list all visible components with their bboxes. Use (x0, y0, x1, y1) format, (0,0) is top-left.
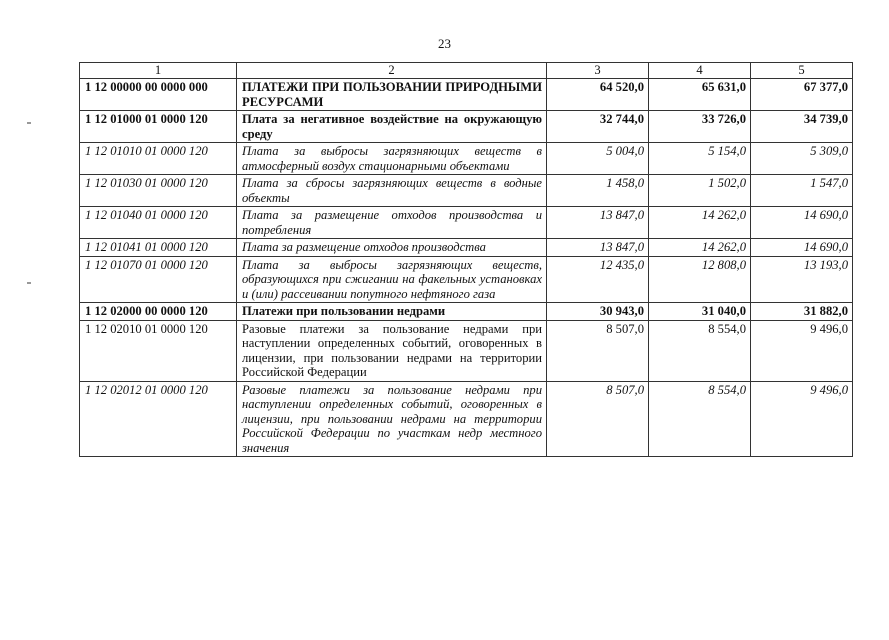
value-year-3: 67 377,0 (751, 79, 853, 111)
value-year-3: 9 496,0 (751, 320, 853, 381)
kbk-code: 1 12 01040 01 0000 120 (80, 207, 237, 239)
kbk-code: 1 12 02012 01 0000 120 (80, 381, 237, 457)
column-header: 4 (649, 63, 751, 79)
budget-table (79, 62, 853, 457)
table-row (80, 207, 853, 239)
row-name: Плата за негативное воздействие на окружающую среду (237, 111, 547, 143)
value-year-3: 13 193,0 (751, 256, 853, 303)
value-year-3: 1 547,0 (751, 175, 853, 207)
kbk-code: 1 12 01041 01 0000 120 (80, 239, 237, 257)
kbk-code: 1 12 01010 01 0000 120 (80, 143, 237, 175)
value-year-1: 13 847,0 (547, 239, 649, 257)
row-name: Плата за размещение отходов производства (237, 239, 547, 257)
row-name: Плата за выбросы загрязняющих веществ, образующихся при сжигании на факельных установках и (или) рассеивании попутного нефтяного газа (237, 256, 547, 303)
value-year-1: 32 744,0 (547, 111, 649, 143)
value-year-2: 8 554,0 (649, 320, 751, 381)
table-row (80, 143, 853, 175)
kbk-code: 1 12 02000 00 0000 120 (80, 303, 237, 321)
value-year-2: 8 554,0 (649, 381, 751, 457)
kbk-code: 1 12 01030 01 0000 120 (80, 175, 237, 207)
kbk-code: 1 12 01070 01 0000 120 (80, 256, 237, 303)
row-name: Плата за сбросы загрязняющих веществ в водные объекты (237, 175, 547, 207)
row-name: Плата за выбросы загрязняющих веществ в атмосферный воздух стационарными объектами (237, 143, 547, 175)
table-row (80, 239, 853, 257)
value-year-1: 12 435,0 (547, 256, 649, 303)
value-year-3: 34 739,0 (751, 111, 853, 143)
table-row (80, 79, 853, 111)
value-year-1: 8 507,0 (547, 381, 649, 457)
value-year-1: 8 507,0 (547, 320, 649, 381)
value-year-1: 1 458,0 (547, 175, 649, 207)
value-year-3: 14 690,0 (751, 207, 853, 239)
scan-mark (27, 282, 31, 284)
value-year-2: 5 154,0 (649, 143, 751, 175)
value-year-2: 31 040,0 (649, 303, 751, 321)
row-name: Платежи при пользовании недрами (237, 303, 547, 321)
scan-mark (27, 122, 31, 124)
row-name: Плата за размещение отходов производства и потребления (237, 207, 547, 239)
row-name: Разовые платежи за пользование недрами при наступлении определенных событий, оговоренных в лицензии, при пользовании недрами на территории Российской Федерации (237, 320, 547, 381)
value-year-1: 30 943,0 (547, 303, 649, 321)
kbk-code: 1 12 02010 01 0000 120 (80, 320, 237, 381)
value-year-2: 14 262,0 (649, 207, 751, 239)
table-row (80, 175, 853, 207)
table-row (80, 320, 853, 381)
value-year-1: 5 004,0 (547, 143, 649, 175)
value-year-2: 14 262,0 (649, 239, 751, 257)
value-year-2: 1 502,0 (649, 175, 751, 207)
column-header: 2 (237, 63, 547, 79)
table-row (80, 256, 853, 303)
value-year-3: 31 882,0 (751, 303, 853, 321)
row-name: Разовые платежи за пользование недрами при наступлении определенных событий, оговоренных в лицензии, при пользовании недрами на территории Российской Федерации по участкам недр местного значения (237, 381, 547, 457)
kbk-code: 1 12 00000 00 0000 000 (80, 79, 237, 111)
column-header: 1 (80, 63, 237, 79)
value-year-3: 5 309,0 (751, 143, 853, 175)
value-year-1: 13 847,0 (547, 207, 649, 239)
row-name: ПЛАТЕЖИ ПРИ ПОЛЬЗОВАНИИ ПРИРОДНЫМИ РЕСУРСАМИ (237, 79, 547, 111)
column-header: 3 (547, 63, 649, 79)
header-row (80, 63, 853, 79)
value-year-3: 9 496,0 (751, 381, 853, 457)
page-number: 23 (438, 36, 451, 51)
value-year-2: 33 726,0 (649, 111, 751, 143)
value-year-1: 64 520,0 (547, 79, 649, 111)
column-header: 5 (751, 63, 853, 79)
table-row (80, 111, 853, 143)
table-row (80, 303, 853, 321)
value-year-2: 65 631,0 (649, 79, 751, 111)
kbk-code: 1 12 01000 01 0000 120 (80, 111, 237, 143)
value-year-2: 12 808,0 (649, 256, 751, 303)
table-row (80, 381, 853, 457)
value-year-3: 14 690,0 (751, 239, 853, 257)
